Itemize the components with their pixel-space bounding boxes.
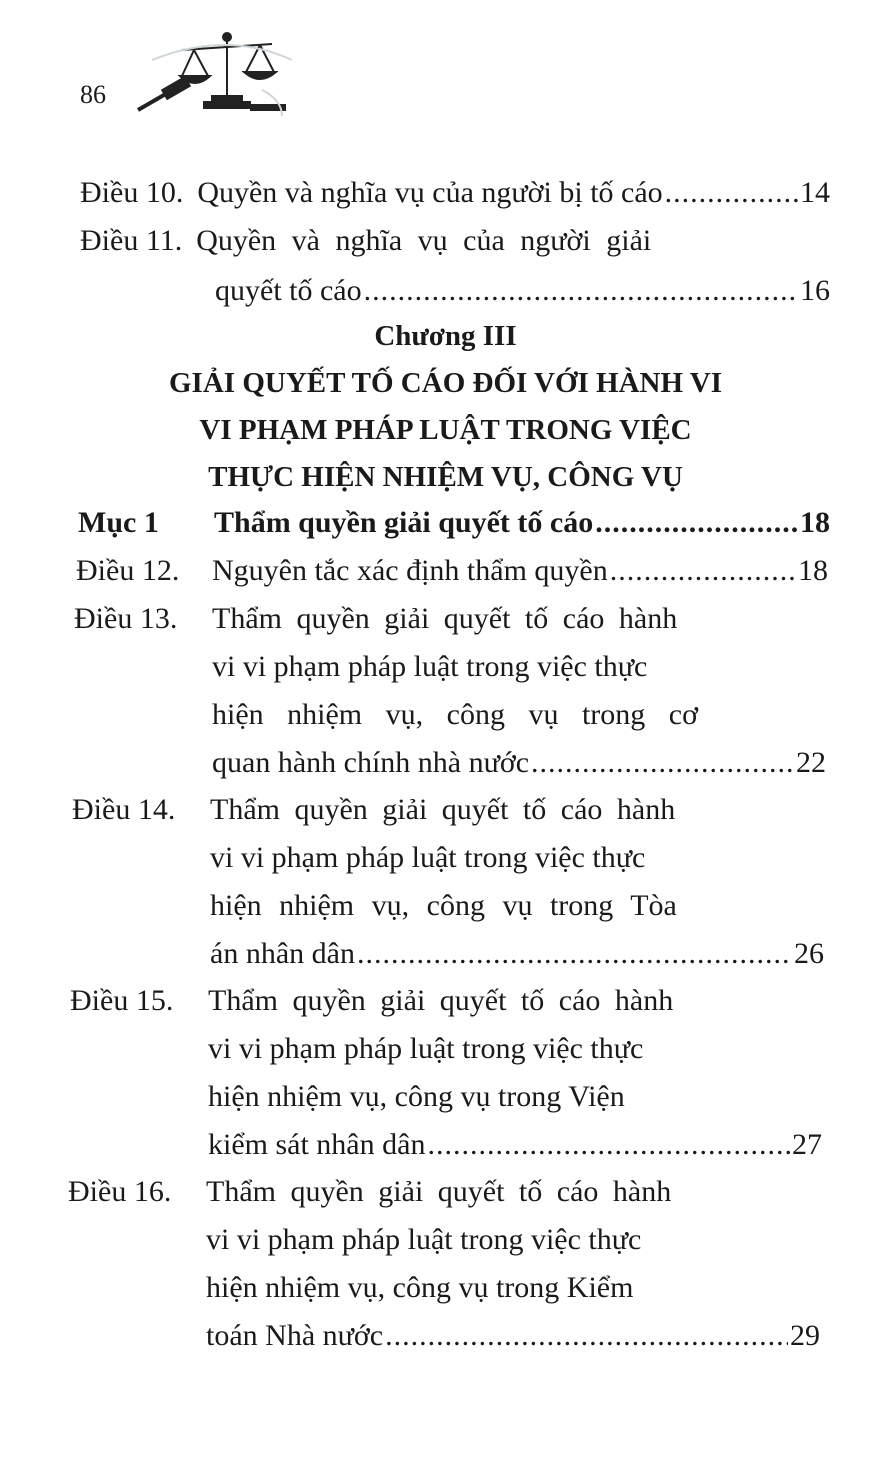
toc-entry-line — [206, 1273, 758, 1303]
entry-title-line: vi vi phạm pháp luật trong việc thực — [212, 650, 648, 683]
toc-entry-line — [210, 891, 762, 921]
chapter-heading-line: VI PHẠM PHÁP LUẬT TRONG VIỆC — [199, 414, 692, 446]
entry-page: 26 — [794, 937, 824, 970]
toc-entry-dieu-14[interactable] — [72, 795, 762, 825]
leader-dots — [427, 1130, 790, 1160]
entry-title-line: vi vi phạm pháp luật trong việc thực — [210, 841, 646, 874]
leader-dots — [665, 178, 798, 208]
entry-title-line: toán Nhà nước — [206, 1319, 384, 1352]
chapter-heading-line: GIẢI QUYẾT TỐ CÁO ĐỐI VỚI HÀNH VI — [169, 367, 722, 399]
entry-title-line: hiện nhiệm vụ, công vụ trong Kiểm — [206, 1271, 634, 1304]
entry-title-line: Quyền và nghĩa vụ của người giải — [196, 224, 652, 257]
toc-entry-line — [208, 1130, 822, 1160]
toc-entry-line — [208, 1034, 760, 1064]
entry-label: Điều 10. — [80, 176, 184, 209]
toc-entry-line — [210, 939, 824, 969]
entry-title: Quyền và nghĩa vụ của người bị tố cáo — [197, 176, 663, 209]
leader-dots — [357, 939, 792, 969]
entry-title: Nguyên tắc xác định thẩm quyền — [212, 554, 608, 587]
entry-page: 22 — [796, 746, 826, 779]
toc-entry-dieu-10[interactable] — [80, 178, 830, 208]
entry-title-line: Thẩm quyền giải quyết tố cáo hành — [206, 1175, 672, 1208]
entry-title-line: Thẩm quyền giải quyết tố cáo hành — [208, 984, 674, 1017]
entry-title-line: hiện nhiệm vụ, công vụ trong Tòa — [210, 889, 677, 922]
entry-label: Điều 16. — [68, 1175, 172, 1208]
leader-dots — [610, 556, 796, 586]
entry-title-line: án nhân dân — [210, 937, 355, 970]
entry-page: 27 — [792, 1128, 822, 1161]
toc-entry-dieu-11[interactable] — [80, 226, 770, 256]
toc-entry-dieu-15[interactable] — [70, 986, 760, 1016]
entry-title-line: vi vi phạm pháp luật trong việc thực — [208, 1032, 644, 1065]
entry-title-line: hiện nhiệm vụ, công vụ trong cơ — [212, 698, 698, 731]
entry-title-line: kiểm sát nhân dân — [208, 1128, 426, 1161]
scales-of-justice-gavel-icon — [132, 30, 292, 116]
leader-dots — [364, 276, 798, 306]
toc-entry-line — [206, 1321, 820, 1351]
toc-entry-line — [210, 843, 762, 873]
toc-section-muc-1[interactable] — [78, 508, 830, 538]
chapter-heading-line: THỰC HIỆN NHIỆM VỤ, CÔNG VỤ — [208, 461, 683, 493]
toc-entry-line — [208, 1082, 760, 1112]
toc-entry-dieu-12[interactable] — [76, 556, 828, 586]
leader-dots — [595, 508, 798, 538]
entry-label: Điều 14. — [72, 793, 176, 826]
entry-label: Điều 11. — [80, 224, 183, 257]
entry-label: Điều 15. — [70, 984, 174, 1017]
toc-entry-dieu-13[interactable] — [74, 604, 764, 634]
toc-entry-line — [212, 700, 764, 730]
section-title: Thẩm quyền giải quyết tố cáo — [214, 506, 594, 539]
toc-entry-line — [206, 1225, 758, 1255]
entry-label: Điều 13. — [74, 602, 178, 635]
entry-title-line: Thẩm quyền giải quyết tố cáo hành — [210, 793, 676, 826]
toc-entry-dieu-16[interactable] — [68, 1177, 758, 1207]
chapter-title: Chương III — [374, 320, 517, 352]
entry-page: 14 — [800, 176, 830, 209]
leader-dots — [385, 1321, 788, 1351]
toc-entry-line — [212, 652, 764, 682]
leader-dots — [531, 748, 794, 778]
entry-page: 29 — [790, 1319, 820, 1352]
entry-title-line: vi vi phạm pháp luật trong việc thực — [206, 1223, 642, 1256]
entry-title-line: hiện nhiệm vụ, công vụ trong Viện — [208, 1080, 625, 1113]
entry-page: 16 — [800, 274, 830, 307]
toc-entry-line — [212, 748, 826, 778]
entry-page: 18 — [800, 506, 830, 539]
entry-title-line: Thẩm quyền giải quyết tố cáo hành — [212, 602, 678, 635]
section-label: Mục 1 — [78, 506, 159, 539]
entry-title-line: quyết tố cáo — [215, 274, 362, 307]
toc-entry-dieu-11-cont[interactable] — [215, 276, 830, 306]
entry-title-line: quan hành chính nhà nước — [212, 746, 530, 779]
entry-page: 18 — [798, 554, 828, 587]
page-number: 86 — [80, 80, 106, 109]
entry-label: Điều 12. — [76, 554, 180, 587]
